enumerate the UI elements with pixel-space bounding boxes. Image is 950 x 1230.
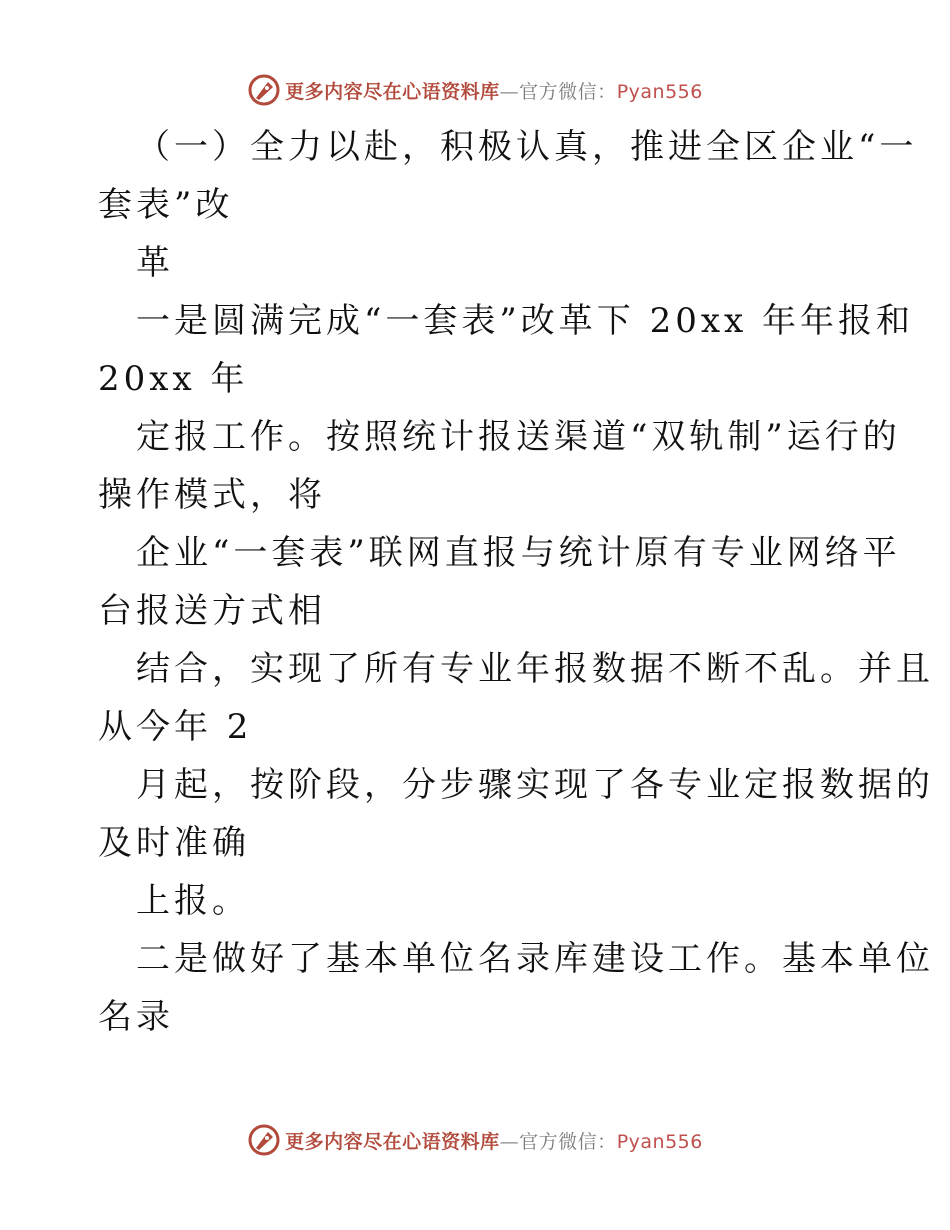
text-line: 企业“一套表”联网直报与统计原有专业网络平 (136, 533, 901, 573)
watermark-account: Pyan556 (616, 80, 703, 103)
watermark-official: 官方微信： (519, 1130, 617, 1153)
pen-nib-logo-icon (247, 73, 281, 107)
text-line: 套表”改 (98, 185, 234, 225)
text-line: （一）全力以赴，积极认真，推进全区企业“一 (136, 127, 918, 167)
footer-watermark (0, 1122, 950, 1158)
watermark-text (285, 1127, 703, 1154)
text-line: 20xx 年 (98, 359, 249, 399)
text-line: 台报送方式相 (98, 591, 326, 631)
text-line: 定报工作。按照统计报送渠道“双轨制”运行的 (136, 417, 901, 457)
watermark-brand: 更多内容尽在心语资料库 (285, 1130, 500, 1153)
watermark-dash: — (499, 80, 520, 103)
watermark-brand: 更多内容尽在心语资料库 (285, 80, 500, 103)
text-line: 月起，按阶段，分步骤实现了各专业定报数据的 (136, 765, 934, 805)
text-line: 从今年 2 (98, 707, 253, 747)
text-line: 操作模式，将 (98, 475, 326, 515)
document-body (98, 118, 934, 1046)
watermark-dash: — (499, 1130, 520, 1153)
watermark-text (285, 77, 703, 104)
pen-nib-logo-icon (247, 1123, 281, 1157)
text-line: 名录 (98, 997, 174, 1037)
header-watermark (0, 72, 950, 108)
text-line: 结合，实现了所有专业年报数据不断不乱。并且 (136, 649, 934, 689)
text-line: 革 (136, 243, 174, 283)
watermark-account: Pyan556 (616, 1130, 703, 1153)
text-line: 二是做好了基本单位名录库建设工作。基本单位 (136, 939, 934, 979)
text-line: 上报。 (136, 881, 250, 921)
text-line: 及时准确 (98, 823, 250, 863)
watermark-official: 官方微信： (519, 80, 617, 103)
text-line: 一是圆满完成“一套表”改革下 20xx 年年报和 (136, 301, 914, 341)
